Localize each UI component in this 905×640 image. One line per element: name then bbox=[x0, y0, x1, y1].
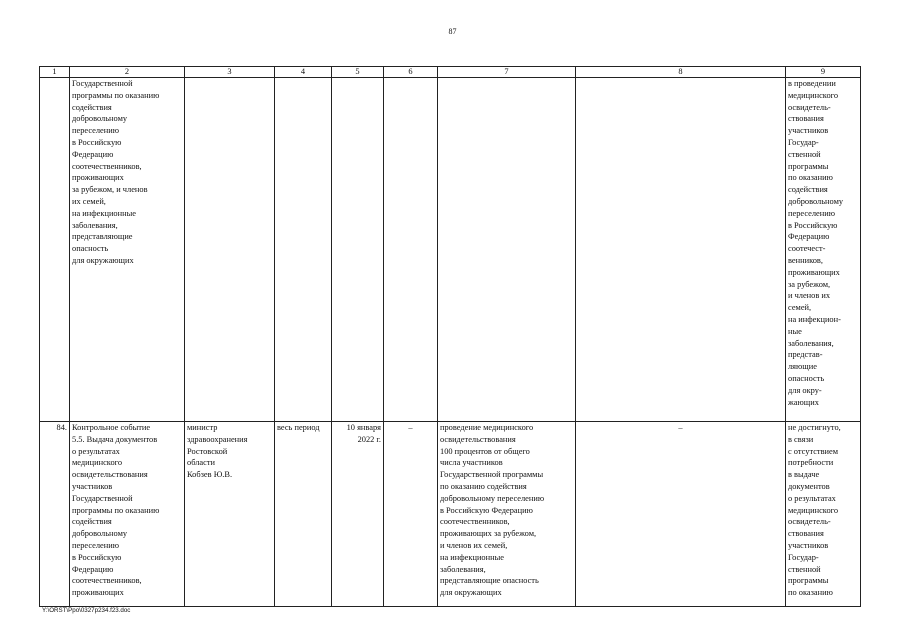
expected-result bbox=[438, 78, 576, 422]
responsible: министр здравоохранения Ростовской области Кобзев Ю.В. bbox=[185, 422, 275, 607]
col-header-3: 3 bbox=[185, 67, 275, 78]
reason: в проведении медицинского освидетель- ствования участников Государ- ственной программы по оказанию содействия добровольному переселению в Российскую Федерацию соотечест- венников, проживающих за рубежом, и членов их семей, на инфекцион- ные заболевания, представ- ляющие опасность для окру- жающих bbox=[786, 78, 861, 422]
actual-result bbox=[576, 78, 786, 422]
fact-date: – bbox=[384, 422, 438, 607]
col-header-2: 2 bbox=[70, 67, 185, 78]
row-number bbox=[40, 78, 70, 422]
page-number: 87 bbox=[448, 27, 457, 36]
table-row bbox=[40, 78, 861, 422]
table-row bbox=[40, 422, 861, 607]
responsible bbox=[185, 78, 275, 422]
expected-result: проведение медицинского освидетельствования 100 процентов от общего числа участников Государственной программы по оказанию содействия добровольному переселению в Российскую Федерацию соотечественников, проживающих за рубежом, и членов их семей, на инфекционные заболевания, представляющие опасность для окружающих bbox=[438, 422, 576, 607]
col-header-1: 1 bbox=[40, 67, 70, 78]
col-header-4: 4 bbox=[275, 67, 332, 78]
event-name: Контрольное событие 5.5. Выдача документов о результатах медицинского освидетельствования участников Государственной программы по оказанию содействия добровольному переселению в Российскую Федерацию соотечественников, проживающих bbox=[70, 422, 185, 607]
date: 10 января 2022 г. bbox=[332, 422, 384, 607]
row-number: 84. bbox=[40, 422, 70, 607]
col-header-9: 9 bbox=[786, 67, 861, 78]
col-header-6: 6 bbox=[384, 67, 438, 78]
actual-result: – bbox=[576, 422, 786, 607]
fact-date bbox=[384, 78, 438, 422]
file-path-footer: Y:\ORST\Ppo\0327p234.f23.doc bbox=[42, 607, 131, 614]
event-name: Государственной программы по оказанию содействия добровольному переселению в Российскую Федерацию соотечественников, проживающих за рубежом, и членов их семей, на инфекционные заболевания, представляющие опасность для окружающих bbox=[70, 78, 185, 422]
reason: не достигнуто, в связи с отсутствием потребности в выдаче документов о результатах медицинского освидетель- ствования участников Государ- ственной программы по оказанию bbox=[786, 422, 861, 607]
period bbox=[275, 78, 332, 422]
col-header-5: 5 bbox=[332, 67, 384, 78]
period: весь период bbox=[275, 422, 332, 607]
header-row bbox=[40, 67, 861, 78]
date bbox=[332, 78, 384, 422]
col-header-8: 8 bbox=[576, 67, 786, 78]
report-table bbox=[39, 66, 861, 607]
col-header-7: 7 bbox=[438, 67, 576, 78]
